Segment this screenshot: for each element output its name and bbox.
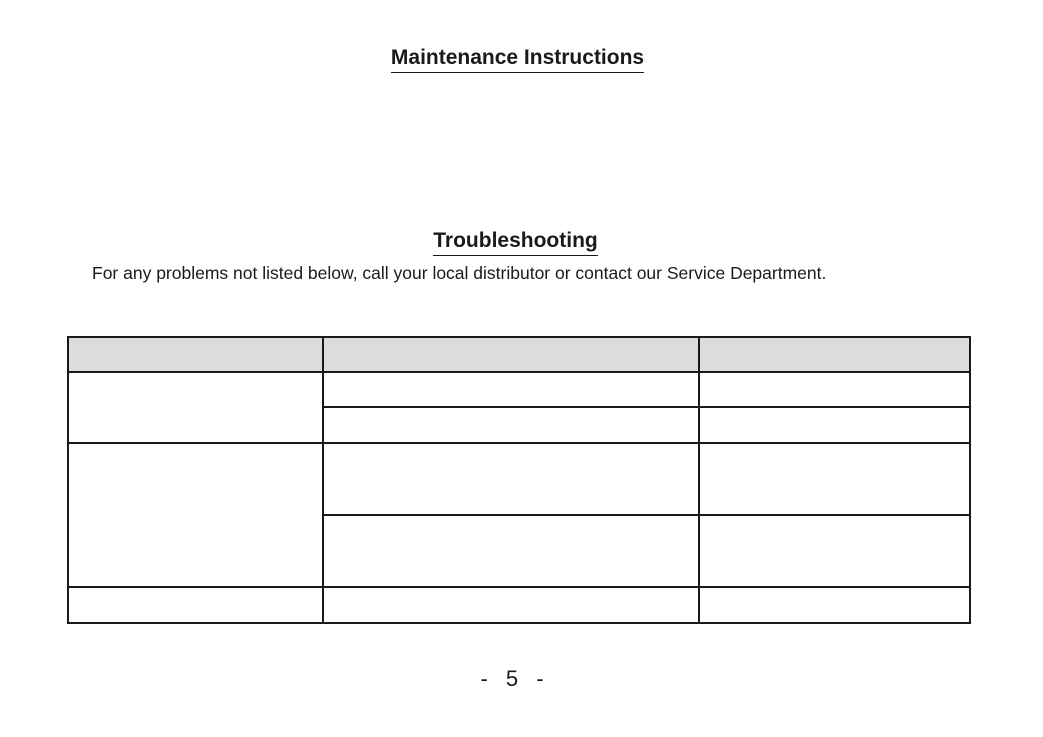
- table-cell-problem: [68, 372, 323, 443]
- table-cell-solution: [699, 587, 970, 623]
- table-cell-solution: [699, 372, 970, 407]
- header-problem: [68, 337, 323, 372]
- header-cause: [323, 337, 699, 372]
- page-number: - 5 -: [480, 666, 550, 691]
- maintenance-title: Maintenance Instructions: [391, 45, 644, 73]
- troubleshooting-table: [67, 336, 971, 624]
- troubleshooting-title: Troubleshooting: [433, 228, 597, 256]
- troubleshooting-intro: For any problems not listed below, call your local distributor or contact our Service Department.: [92, 263, 827, 283]
- table-row: [68, 372, 970, 407]
- table-cell-problem: [68, 587, 323, 623]
- table-cell-solution: [699, 443, 970, 515]
- table-cell-solution: [699, 515, 970, 587]
- table-cell-problem: [68, 443, 323, 587]
- table-row: [68, 587, 970, 623]
- header-solution: [699, 337, 970, 372]
- table-cell-cause: [323, 587, 699, 623]
- troubleshooting-heading: [0, 228, 1037, 256]
- table-cell-cause: [323, 407, 699, 443]
- table-cell-cause: [323, 515, 699, 587]
- maintenance-heading: [0, 45, 1039, 73]
- table-header-row: [68, 337, 970, 372]
- table-cell-cause: [323, 443, 699, 515]
- table-cell-cause: [323, 372, 699, 407]
- table-row: [68, 443, 970, 515]
- table-cell-solution: [699, 407, 970, 443]
